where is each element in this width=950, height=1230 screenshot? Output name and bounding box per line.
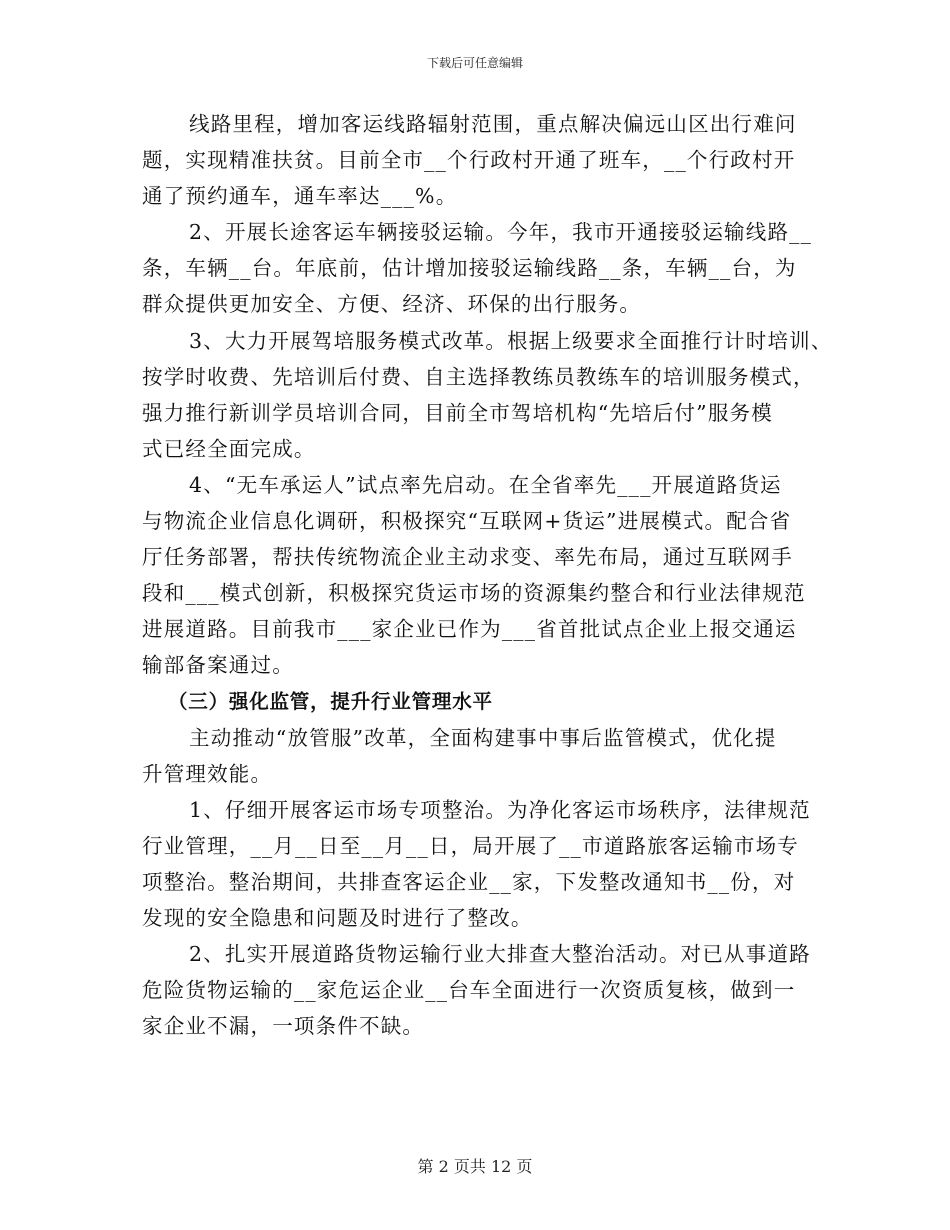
text-line: 2、开展长途客运车辆接驳运输。今年，我市开通接驳运输线路__ <box>189 220 813 245</box>
text-line: 题，实现精准扶贫。目前全市__个行政村开通了班车，__个行政村开 <box>142 148 796 173</box>
text-line: 按学时收费、先培训后付费、自主选择教练员教练车的培训服务模式， <box>142 364 815 389</box>
text-line: 4、“无车承运人”试点率先启动。在全省率先___开展道路货运 <box>189 472 782 497</box>
text-line: 通了预约通车，通车率达___%。 <box>142 184 458 209</box>
text-line: 行业管理，__月__日至__月__日，局开展了__市道路旅客运输市场专 <box>142 833 799 858</box>
page-header: 下载后可任意编辑 <box>426 56 523 70</box>
text-line: 进展道路。目前我市___家企业已作为___省首批试点企业上报交通运 <box>142 617 797 642</box>
text-line: 发现的安全隐患和问题及时进行了整改。 <box>142 906 533 931</box>
text-line: 项整治。整治期间，共排查客运企业__家，下发整改通知书__份，对 <box>142 869 796 894</box>
text-line: 3、大力开展驾培服务模式改革。根据上级要求全面推行计时培训、 <box>189 328 833 353</box>
text-line: 强力推行新训学员培训合同，目前全市驾培机构“先培后付”服务模 <box>142 400 773 425</box>
text-line: 升管理效能。 <box>142 761 273 786</box>
text-line: 线路里程，增加客运线路辐射范围，重点解决偏远山区出行难问 <box>189 112 797 136</box>
section-heading: （三）强化监管，提升行业管理水平 <box>168 689 493 713</box>
text-line: 与物流企业信息化调研，积极探究“互联网+货运”进展模式。配合省 <box>142 509 792 534</box>
text-line: 群众提供更加安全、方便、经济、环保的出行服务。 <box>142 292 642 317</box>
text-line: 式已经全面完成。 <box>142 436 316 461</box>
text-line: 危险货物运输的__家危运企业__台车全面进行一次资质复核，做到一 <box>142 978 796 1003</box>
text-line: 输部备案通过。 <box>142 653 294 678</box>
text-line: 段和___模式创新，积极探究货运市场的资源集约整合和行业法律规范 <box>142 581 806 606</box>
text-line: 家企业不漏，一项条件不缺。 <box>142 1014 425 1039</box>
text-line: 2、扎实开展道路货物运输行业大排查大整治活动。对已从事道路 <box>189 942 811 967</box>
text-line: 厅任务部署，帮扶传统物流企业主动求变、率先布局，通过互联网手 <box>142 545 793 570</box>
text-line: 条，车辆__台。年底前，估计增加接驳运输线路__条，车辆__台，为 <box>142 256 797 281</box>
text-line: 1、仔细开展客运市场专项整治。为净化客运市场秩序，法律规范 <box>189 797 811 822</box>
text-line: 主动推动“放管服”改革，全面构建事中事后监管模式，优化提 <box>189 725 777 750</box>
page-footer: 第 2 页共 12 页 <box>417 1157 533 1176</box>
document-body <box>142 106 833 1044</box>
